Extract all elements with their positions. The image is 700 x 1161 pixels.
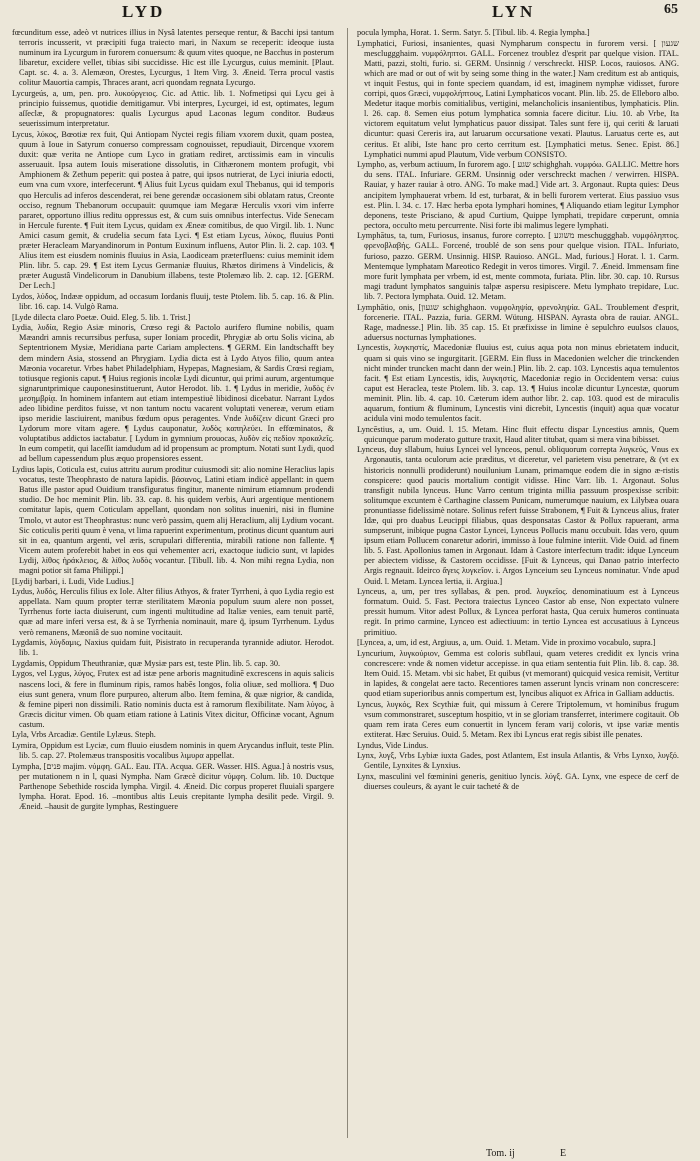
entry: [Lyde dilecta claro Poetæ. Ouid. Eleg. 5. lib. 1. Trist.] [12,312,191,322]
entry: Lyncurium, λυγκούριον, Gemma est coloris subflaui, quam veteres credidit ex lyncis vrina concrescere: vnde & nomen videtur accepisse. in qua etiam sententia fuit Plin. lib. 8. cap. 38. Item Ouid. 15. Metam. vbi sic habet, Et quibus (vt memorant) quicquid vesica remisit, Vertitur in lapides, & congelat aere tacto. Recentiores tamen asserunt lyncis vrinam non concrescere: quod etiam superioribus annis compertum est, lyncibus aliquot ex Africa in Galliam adductis. [357,648,679,699]
entry: Lyncēstius, a, um. Ouid. l. 15. Metam. Hinc fluit effectu dispar Lyncestius amnis, Quem quicunque parum moderato gutture traxit, Haud aliter titubat, quam si mera vina bibisset. [357,424,679,444]
entry: Lynceus, duy sllabum, huius Lyncei vel lynceos, penul. obliquorum correpta λυγκεύς, Vnus ex Argonautis, tanta oculorum acie præditus, vt diceretur, vel parietem visu penetrare, & (vt ex historicis nonnulli prodiderunt) nouilunium Lunam, primamque eodem die in signo æ-ristis conspicere: quod paucis mortalium contigit vidisse. Hinc Varr. lib. 1. Argonaut. Solus transfigit nubila lynceus. Hunc Varro centum triginta millia passuum prospexisse scribit: solitumque excuntem è Carthagine classem Punicam, numerumque nauium, ex Lilybæa ouara pronuntiasse fidelissimè notare. Solinus refert fuisse Strabonem, ¶ Fuit & Lynceus alius, frater Idæ, qui pro duabus Leucippi filiabus, quas desponsatas Castor & Pollux rapuerant, arma sumpserunt, inibique pugna Castor Lyncei, Lynceus Pollucis manu occubuit. Idas vero, quum ipsum etiam Pollucem conaretur adoriri, immisso à Ioue fulmine interiit. Vide Ouid. ad finem lib. 5. Fast. Apollonius tamen in Argonaut. Idam à Castore interfectum tradit: idque Lynceum per abiectem vidisse, & Castorem occidisse. [Fuit & Lynceus, qui Danao patrio interfecto Argis regnauit. Ideirco ἄγεις λυγκεῖον. i. Argos Lynceium seu Lynceus nominatur. Vnde apud Ouid. l. Metam. Lyncea lertia, ii. Argiua.] [357,445,679,586]
entry: Lynx, masculini vel fœminini generis, genitiuo lyncis. λύγξ. GA. Lynx, vne espece de cerf de diuerses couleurs, & ayant le cuir tacheté & de [357,771,679,791]
entry: Lygdamis, Oppidum Theuthraniæ, quæ Mysiæ pars est, teste Plin. lib. 5. cap. 30. [12,658,281,668]
entry: Lycus, λύκος, Bœotiæ rex fuit, Qui Antiopam Nyctei regis filiam vxorem duxit, quam postea, quum à Ioue in Satyrum conuerso compressam cognouisset, repudiauit, Dircenque vxorem duxit: quæ verita ne Antiope cum Lyco in gratiam rediret, arctissimis eam in vinculis asseruauit. Ipsa autem Iouis miseratione dissolutis, in Cithæronem montem profugit, vbi Amphionem & Zethum peperit: qui postea à patre, qui ipsos nutrierat, de Lyci iniuria edocti, eum vna cum vxore, interfecerunt. ¶ Alius fuit Lycus quidam exul Thebanus, qui id temporis quo Herculis ad inferos descenderat, rei bene gerendæ occasionem sibi oblatam ratus, Creonte occiso, regnum Thebanorum occupauit: quumque iam Megaræ Herculis vxori vim inferre pararet, opportuno illius reditu oppressus est, & cum suis omnibus interfectus. Vide Senecam in Hercule furente. ¶ Fuit item Lycus, quidam ex Æneæ comitibus, de quo Virgil. lib. 1. Nunc Amici casum gemit, & crudelia secum fata Lyci. ¶ Est etiam Lycus, λύκος, fluuius Ponti præter Heracleam Maryandinorum in Pontum Euxinum influens, Autor Plin. li. 2. cap. 103. ¶ Alius item est eiusdem nominis fluuius in Asia, Laodiceam præterfluens: cuius meminit idem Plin. libr. 5. cap. 29. ¶ Est item Lycus Germaniæ fluuius, Rhætos dirimens à Vindelicis, & præter Augustâ Vindelicorum in Danubium illabens, teste Ptolemæo lib. 2. cap. 12. [GERM. Der Lech.] [12,129,334,291]
entry: Lyncus, λυγκός, Rex Scythiæ fuit, qui missum à Cerere Triptolemum, vt hominibus frugum vsum commonstraret, susceptum hospitio, vt in se gloriam transferret, interimere cogitauit. Ob quam rem irata Ceres eum conuertit in lyncem feram varij coloris, vt ipse variæ mentis extiterat. Hæc Seruius. Ouid. 5. Metam. Rex ibi Lyncus erat regis sibist ille penates. [357,699,679,739]
entry: [Lydij barbari, i. Ludi, Vide Ludius.] [12,576,134,586]
entry: Lyncestis, λυγκηστίς, Macedoniæ fluuius est, cuius aqua pota non minus ebrietatem inducit, quam si quis vino se ingurgitarit. [GERM. Ein fluss in Macedonien welcher die trinckenden nicht minder truncken macht dann der wein.] Plin. lib. 2. cap. 103. Lyncestis aqua temulentos facit. ¶ Est etiam Lyncestis, idis, λυγκηστίς, Macedoniæ regio in Occidentem versa: cuius caput est Heraclea, teste Ptolem. lib. 3. cap. 13. ¶ Huius incolæ dicuntur Lyncestæ, quorum meminit. Plin. lib. 4. cap. 10. Cæterum idem author libr. 2. cap. 103. quod est de miraculis aquarum, fontium & fluminum, Lyncestis vini dicrebit, Lyncestis (inquit) aqua quæ vocatur acidula vini modo temulentos facit. [357,343,679,424]
signature-mark: E [560,1148,567,1159]
entry: Lympha, [פנים majim. νύμφη. GAL. Eau. ITA. Acqua. GER. Wasser. HIS. Agua.] à nostris vsus, per mutationem n in l, quasi Nympha. Nam Græcè dicitur νύμφη. Colum. lib. 10. Ductque Parthenope Sebethide roscida lympha. Virgil. 4. Æneid. Dic corpus properet fluuiali spargere lympha. Horat. Epod. 16. –montibus altis Leuis crepitante lympha desilit pede. Virgil. 9. Æneid. –hausit de gurgite lymphas, Restinguere [12,761,334,812]
entry: Lydia, λυδία, Regio Asiæ minoris, Crœso regi & Pactolo aurifero flumine nobilis, quam Mæandri amnis recurrsibus perfusa, super Ioniam procedit, Phrygiæ ab ortu Solis vicina, ab Septentrionem Mysiæ, Meridiana parte Cariam amplectens. ¶ GERM. Ein landtschafft bey dem mindern Asia, stossend an Phrygiam. Lydia dicta est à Lydo Atyos filio, quum antea Mæonia vocaretur. Vrbes habet Philadelphiam, Hypepas, Magnesiam, & Sardis Crœsi regiam, totiusque regionis caput. ¶ Huius regionis incolæ Lydi dicuntur, qui primi aurum, argentumque signaruntprimique cauponesinstituerunt, Autor Herodot. lib. 1. ¶ Lydus in meridie, λυδὸς ἐν μεσημβρίᾳ. In hominem infantem aut etiam intempestiuè libidinosi dicebatur. Narrant Lydos adeo libidine perditos fuisse, vt non tantum noctu vacarent voluptati venereæ, verum etiam ipso meridie lasciuirent, manibus fœdum opus peragentes. Vnde λυδίζειν dicunt Græci pro Lydorum more vitam agere. ¶ Lydus cauponatur, λυδὸς καπηλεύει. In effœminatos, & voluptatibus addictos iactabatur. [ Lydum in gymnium prouocas, λυδὸν εἰς πεδίον προκαλεῖς. In eum competit, qui laceſſit iamdudum ad id propensum ac promptum. Notati sunt Lydi, quod ad bellum capessendum plus æquo propensiores essent. [12,323,334,464]
left-column [12,28,334,1138]
entry: Lydius lapis, Coticula est, cuius attritu aurum proditur cuiusmodi sit: alio nomine Heraclius lapis vocatus, teste Theophrasto de natura lapidis. βάσανος, Latini etiam indicè appellant: in quem Batus ille pastor apud Ouidium transfiguratus fingitur, manente nimirum etiamnum prodendi studio. De hoc meminit Plin. lib. 33. cap. 8. his quidem verbis, Auri argentique mentionem comitatur lapis, quem Coticulam appellant, quondam non solitus inueniri, nisi in flumine Tmolo, vt autor est Theophrastus: nunc verò passim, quem alij Heraclium, alij Lydium vocant. Sic coticulis periti quum è vena, vt lima rapuerint experimentum, protinus dicunt quantum auri sit in ea, quantum argenti, vel æris, scrupulari differentia, mirabili ratione non fallente. ¶ Vicem autem proferebit habet in eos qui vehementer acri, exactoque iudicio sunt, vt lapides Lydij, λίθος ἡράκλειος, & λίθος λυδὸς vocantur. [Tibull. lib. 4. Non mihi regna Lydia, non magni potior sit fama Philippi.] [12,465,334,575]
right-column [357,28,679,1138]
entry: Lynx, λυγξ, Vrbs Lybiæ iuxta Gades, post Atlantem, Est insula Atlantis, & Vrbs Lynxo, λυγξό. Gentile, Lynxites & Lynxius. [357,751,679,771]
running-head-left: LYD [122,2,166,21]
entry: Lyla, Vrbs Arcadiæ. Gentile Lylæus. Steph. [12,730,156,740]
entry: Lydus, λυδός, Herculis filius ex Iole. Alter filius Athyos, & frater Tyrrheni, à quo Lydia regio est appellata. Nam quum propter terræ sterilitatem Mæonia populum suum alere non posset, Tyrrhenus forte iacta diuiserunt, cum ingenti multitudine ad Italiæ venies, eam tenuit partē, quæ ad mare inferi versa est, & à se Tyrrhenia nominauit, mare q̃, ipsum Tyrrhenum. Lydus verò remanens, Mæoniâ de suo nomine vocitauit. [12,587,334,637]
entry: Lymphatici, Furiosi, insanientes, quasi Nympharum conspectu in furorem versi. [ שגעון mescluggghaim. νυμφόληπτοι. GALL. Forcenez troublez d'esprit par quelque vision. ITAL. Matti, pazzi, stolti, furio. si. GERM. Unsinnig / verschreckt. HISP. Locos, rauiosos. ANG. which are mad or out of wit by seing some thing in the water.] Nam creditum est ab antiquis, vt inquit Festus, qui in fonte speciem quandam, id est, imaginem nymphæ vidisset, furore corripi, quos Græci, νυμφολήπτους, Latini Lymphaticos vocant. Plin. lib. 25. de Elleboro albo. Medetur itaque morbis comitialibus, vertigini, melancholicis insanientibus, lymphaticis. Plin. l. 26. cap. 8. Semen eius potum lymphatica somnia facere dicitur. Liu. 10. ab Vrbe, Ita victorem equitatum velut lymphaticus pauor dissipat. Tales sunt fere ij, qui ceriti & laruati dicuntur: quasi Cereris ira, aut laruarum occursatione vexati. Plautus. Laruatus certe es, aut ceritus. Et alibi, Iste hanc pro certo cerritum est. [Lymphatici metus. Senec. Epist. 86.] Lymphatici nummi apud Plautum, Vide verbum CONSISTO. [357,38,679,159]
entry: fœcunditum esse, adeò vt nutrices illius in Nysâ latentes perseque rentur, & Bacchi ipsi tantum terroris incusserit, vt præcipiti fuga traiecto mari, in Naxum se receperit: ideoque iusta numinum ira Lycurgum in furorem conuersum: & quum vites quoque, ne Bacchus in posterum libaretur, excidere vellet, tibias sibi succidisse. Hic est ille Lycurgus, cuius meminit. [Plaut. Capt. sc. 4. a. 3. Alemæon, Orestes, Lycurgus, 1 Item Virg. 3. Æneid. Terra procul vastis colitur Mauortia campis, Thraces arant, acri quondam regnata Lycurgo. [12,28,334,88]
entry: [Lyncea, a, um, id est, Argiuus, a, um. Ouid. 1. Metam. Vide in proximo vocabulo, supra.] [357,638,656,648]
entry: Lycurgeús, a, um, pen. pro. λυκούργειος. Cic. ad Attic. lib. 1. Nofmetipsi qui Lycu gei à principio fuissemus, quotidie demitigamur. Vbi interpres, Lycurgei, id est, optimates, legum aſſeclæ, & propugnatores: qualis Lycurgus apud Laconas legum conditor. Budæus seuerissimum interpretatur. [12,89,334,129]
entry: Lyndus, Vide Lindus. [357,740,429,750]
entry: Lympho, as, verbum actiuum, In furorem ago. [ שגע schighghah. νυμφόω. GALLIC. Mettre hors du sens. ITAL. Infuriare. GERM. Unsinnig oder verschreckt machen / verwirren. HISPA. Rauiar, y hazer rauiar à otro. ANG. To make mad.] Vide art. 3. Argonaut. Rupta quies: Deus ancipitem lymphauerat vrbem. Id est, turbarat, & in belli furorem verterat. Eius passiuo vsus est. Plin. l. 34. c. 17. Hæc herba epota lymphari homines, ¶ Aliquando etiam legitur Lymphor deponens, teste Prisciano, & apud Curtium, Quippe lymphati, trepidare cœperunt, omnia pectora, occulto metu percurrente. Nisi forte ibi malimus legere lymphati. [357,160,679,230]
running-head-right: LYN [492,2,536,21]
entry: Lymira, Oppidum est Lyciæ, cum fluuio eiusdem nominis in quem Arycandus influit, teste Plin. lib. 5. cap. 27. Ptolemæus transpositis vocalibus λιμυρα appellat. [12,741,334,761]
entry: pocula lympha, Horat. 1. Serm. Satyr. 5. [Tibul. lib. 4. Regia lympha.] [357,28,590,37]
column-divider [347,28,348,1138]
entry: Lygdamis, λύγδαμις, Naxius quidam fuit, Pisistrato in recuperanda tyrannide adiutor. Herodot. lib. 1. [12,638,334,658]
entry: Lymphātus, ta, tum, Furiosus, insanus, furore correpto. [ משוגע meschuggghab. νυμφόληπτος. φρενοβλαβής. GALL. Forcené, troublé de son sens pour quelque vision. ITAL. Infuriato, furioso, pazzo. GERM. Unsinnig. HISP. Rauioso. ANGL. Mad, furious.] Horat. l. 1. Carm. Mentemque lymphatam Mareotico Redegit in veros timores. Virgil. 7. Æneid. Immensam fine more furit lymphata per vrbem, id est, mente commota, furiata. Plin. libr. 30. cap. 10. Rursus magi tradunt lymphatos sanguinis talpæ aspersu resipiscere. Metu lymphato trepidare, Luc. lib. 7. Pectora lymphata. Ouid. 12. Metam. [357,231,679,301]
entry: Lygos, vel Lygus, λύγος, Frutex est ad istæ pene arboris magnitudinē excrescens in aquis salicis nascens loci, & fere in fluminum ripis, ramos habēs longos, folia oliuæ, sed molliora. ¶ Duo eius sunt genera, vnum flore purpureo, alterum albo. Item femina, & quæ nigrior, & candida, & femine piperi non dissimili. Ratio nominis ducta est à ramorum flexibilitate. Nam λύγος, à Græcis dicitur vimen. Ob quam etiam ratione à Latinis Vitex dicitur, Officinæ vocant, Agnum castum. [12,669,334,729]
entry: Lymphātio, onis, [שגעון schighghaon. νυμφοληψία, φρενοληψία. GAL. Troublement d'esprit, forcenerie. ITAL. Pazzia, furia. GERM. Wütung. HISPAN. Ayrasta obra de rauiar. ANGL. Rage, madnesse.] Plin. lib. 35 cap. 15. Et præfixisse in limine è sepulchro euulsos clauos, aduersus nocturnas lymphationes. [357,302,679,342]
volume-label: Tom. ij [486,1148,515,1159]
entry: Lynceus, a, um, per tres syllabas, & pen. prod. λυγκεῖος. denominatiuum est à Lynceus formatum. Ouid. 5. Fast. Pectora traiectus Lynceo Castor ab ense, Non expectato vulnere pressit humum. Vitor adest Pollux, & Lyncea perforat hasta, Qua ceruix humeros continuata regit. In primo carmine, Lynceo est adiectiuum: in tertio Lyncea est accusatiuus à Lynceus primitiuo. [357,587,679,637]
entry: Lydos, λύδος, Indææ oppidum, ad occasum Iordanis fluuij, teste Ptolem. lib. 5. cap. 16. & Plin. libr. 16. cap. 14. Vulgò Rama. [12,291,334,312]
page-number: 65 [664,2,678,17]
